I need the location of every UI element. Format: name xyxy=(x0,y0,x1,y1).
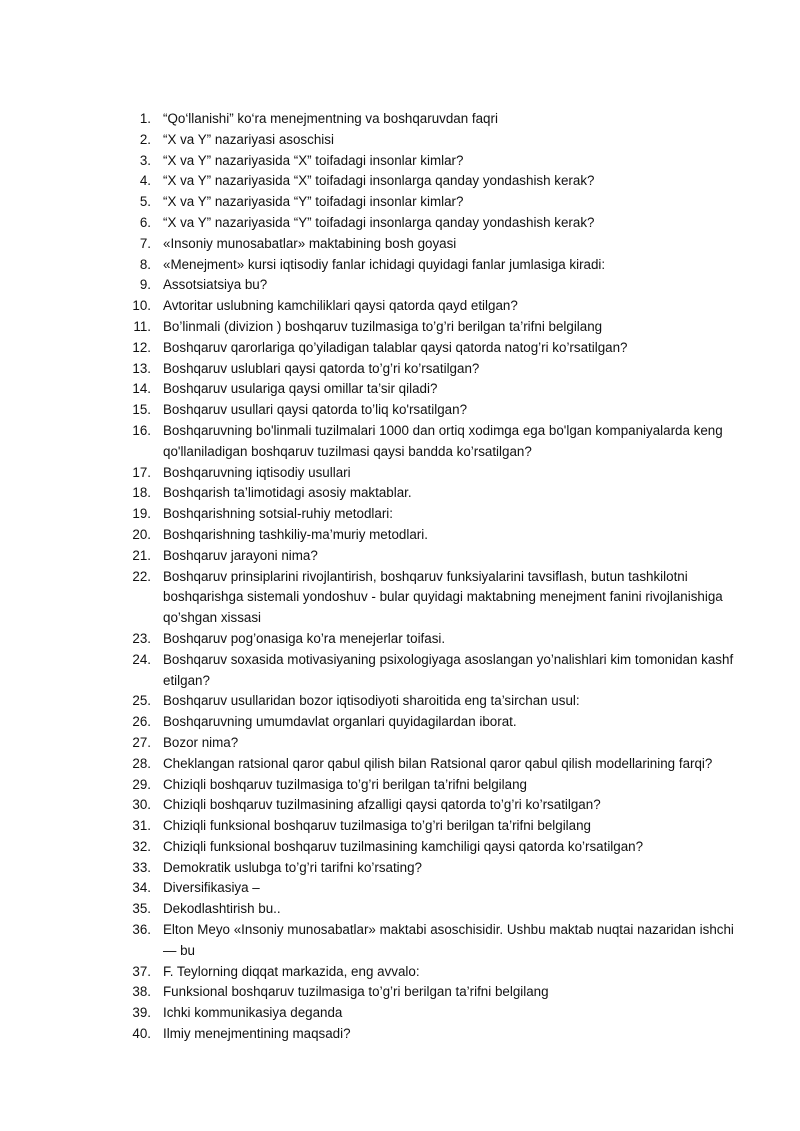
question-number: 7. xyxy=(139,235,151,251)
question-item xyxy=(0,962,800,983)
question-number: 18. xyxy=(132,485,151,501)
question-item xyxy=(0,650,800,692)
question-item xyxy=(0,546,800,567)
question-number: 6. xyxy=(139,214,151,230)
question-item xyxy=(0,754,800,775)
question-item xyxy=(0,213,800,234)
question-text: «Insoniy munosabatlar» maktabining bosh goyasi xyxy=(163,235,457,251)
question-item xyxy=(0,878,800,899)
question-item xyxy=(0,733,800,754)
question-item xyxy=(0,920,800,962)
question-text: “X va Y” nazariyasi asoschisi xyxy=(163,131,334,147)
question-item xyxy=(0,275,800,296)
question-number: 38. xyxy=(132,984,151,1000)
question-number: 10. xyxy=(132,298,151,314)
question-item xyxy=(0,775,800,796)
question-item xyxy=(0,691,800,712)
question-text: “Qo‘llanishi” ko‘ra menejmentning va boshqaruvdan faqri xyxy=(163,111,498,126)
question-text: Boshqaruv jarayoni nima? xyxy=(163,547,318,563)
question-text: Boshqaruv soxasida motivasiyaning psixologiyaga asoslangan yo’nalishlari kim tomonidan kashf etilgan? xyxy=(163,651,734,688)
question-item xyxy=(0,130,800,151)
question-item xyxy=(0,712,800,733)
question-number: 33. xyxy=(132,859,151,875)
question-number: 22. xyxy=(132,568,151,584)
question-text: Boshqaruvning bo'linmali tuzilmalari 1000 dan ortiq xodimga ega bo'lgan kompaniyalarda keng qo'llaniladigan boshqaruv tuzilmasi qaysi bandda ko’rsatilgan? xyxy=(163,422,723,459)
question-text: Boshqaruv pog’onasiga ko’ra menejerlar toifasi. xyxy=(163,630,446,646)
question-number: 40. xyxy=(132,1026,151,1042)
question-number: 26. xyxy=(132,714,151,730)
question-item xyxy=(0,338,800,359)
question-item xyxy=(0,795,800,816)
question-item xyxy=(0,234,800,255)
question-text: “X va Y” nazariyasida “X” toifadagi insonlar kimlar? xyxy=(163,152,464,168)
question-text: Elton Meyo «Insoniy munosabatlar» maktabi asoschisidir. Ushbu maktab nuqtai nazaridan ishchi — bu xyxy=(163,922,734,958)
question-item xyxy=(0,151,800,172)
question-item xyxy=(0,816,800,837)
question-number: 9. xyxy=(139,277,151,293)
question-text: Boshqarish ta’limotidagi asosiy maktablar. xyxy=(163,485,412,501)
question-number: 25. xyxy=(132,693,151,709)
question-text: Chiziqli boshqaruv tuzilmasiga to’g’ri berilgan ta’rifni belgilang xyxy=(163,776,527,792)
question-text: Funksional boshqaruv tuzilmasiga to’g’ri berilgan ta’rifni belgilang xyxy=(163,984,549,1000)
question-number: 17. xyxy=(132,464,151,480)
question-item xyxy=(0,192,800,213)
question-number: 35. xyxy=(132,901,151,917)
question-text: Diversifikasiya – xyxy=(163,880,260,896)
question-number: 11. xyxy=(133,318,151,334)
question-text: Boshqaruv usullaridan bozor iqtisodiyoti sharoitida eng ta’sirchan usul: xyxy=(163,693,580,709)
question-item xyxy=(0,400,800,421)
question-text: Chiziqli funksional boshqaruv tuzilmasiga to’g’ri berilgan ta’rifni belgilang xyxy=(163,818,591,834)
question-number: 39. xyxy=(132,1005,151,1021)
question-number: 31. xyxy=(132,818,151,834)
question-item xyxy=(0,421,800,463)
question-text: Ilmiy menejmentining maqsadi? xyxy=(163,1026,351,1042)
question-text: Boshqaruv prinsiplarini rivojlantirish, boshqaruv funksiyalarini tavsiflash, butun tashkilotni boshqarishga sistemali yondoshuv - bular quyidagi maktabning menejment fanini rivojlanishiga qo’shgan xissasi xyxy=(163,568,723,626)
question-item xyxy=(0,359,800,380)
question-text: Boshqaruvning umumdavlat organlari quyidagilardan iborat. xyxy=(163,714,517,730)
question-number: 29. xyxy=(132,776,151,792)
question-text: Cheklangan ratsional qaror qabul qilish bilan Ratsional qaror qabul qilish modellarining farqi? xyxy=(163,755,713,771)
question-text: Boshqaruv usulariga qaysi omillar ta’sir qiladi? xyxy=(163,381,438,397)
question-number: 4. xyxy=(139,173,151,189)
question-item xyxy=(0,899,800,920)
question-item xyxy=(0,109,800,130)
question-item xyxy=(0,1003,800,1024)
question-number: 5. xyxy=(139,194,151,210)
question-item xyxy=(0,982,800,1003)
question-number: 23. xyxy=(132,630,151,646)
question-number: 13. xyxy=(132,360,151,376)
question-list xyxy=(0,109,800,1045)
question-text: Boshqaruv qarorlariga qo’yiladigan talablar qaysi qatorda natog’ri ko’rsatilgan? xyxy=(163,339,628,355)
question-text: Demokratik uslubga to’g’ri tarifni ko’rsating? xyxy=(163,859,422,875)
question-item xyxy=(0,317,800,338)
question-item xyxy=(0,837,800,858)
question-number: 37. xyxy=(132,963,151,979)
question-number: 12. xyxy=(132,339,151,355)
question-number: 32. xyxy=(132,838,151,854)
question-number: 20. xyxy=(132,526,151,542)
question-item xyxy=(0,483,800,504)
question-item xyxy=(0,1024,800,1045)
question-number: 28. xyxy=(132,755,151,771)
question-item xyxy=(0,504,800,525)
question-number: 3. xyxy=(139,152,151,168)
question-text: Avtoritar uslubning kamchiliklari qaysi qatorda qayd etilgan? xyxy=(163,298,518,314)
question-text: “X va Y” nazariyasida “Y” toifadagi insonlar kimlar? xyxy=(163,194,464,210)
question-text: “X va Y” nazariyasida “X” toifadagi insonlarga qanday yondashish kerak? xyxy=(163,173,595,189)
question-number: 8. xyxy=(139,256,151,272)
question-item xyxy=(0,567,800,629)
question-item xyxy=(0,858,800,879)
question-text: Bozor nima? xyxy=(163,734,239,750)
question-item xyxy=(0,296,800,317)
question-number: 24. xyxy=(132,651,151,667)
question-text: Assotsiatsiya bu? xyxy=(163,277,268,293)
question-text: Boshqarishning tashkiliy-ma’muriy metodlari. xyxy=(163,526,428,542)
question-text: F. Teylorning diqqat markazida, eng avvalo: xyxy=(163,963,420,979)
question-text: «Menejment» kursi iqtisodiy fanlar ichidagi quyidagi fanlar jumlasiga kiradi: xyxy=(163,256,606,272)
question-text: Chiziqli boshqaruv tuzilmasining afzalligi qaysi qatorda to’g’ri ko’rsatilgan? xyxy=(163,797,601,813)
question-number: 34. xyxy=(132,880,151,896)
question-text: Bo’linmali (divizion ) boshqaruv tuzilmasiga to’g’ri berilgan ta’rifni belgilang xyxy=(163,318,603,334)
question-number: 15. xyxy=(132,402,151,418)
question-text: Dekodlashtirish bu.. xyxy=(163,901,281,917)
question-item xyxy=(0,379,800,400)
question-number: 27. xyxy=(132,734,151,750)
question-text: Boshqaruv usullari qaysi qatorda to’liq ko'rsatilgan? xyxy=(163,402,468,418)
question-item xyxy=(0,629,800,650)
question-text: Boshqaruvning iqtisodiy usullari xyxy=(163,464,351,480)
question-number: 19. xyxy=(132,506,151,522)
question-number: 2. xyxy=(139,131,151,147)
question-number: 36. xyxy=(132,922,151,938)
question-text: Chiziqli funksional boshqaruv tuzilmasining kamchiligi qaysi qatorda ko’rsatilgan? xyxy=(163,838,644,854)
question-number: 21. xyxy=(132,547,151,563)
question-item xyxy=(0,525,800,546)
question-item xyxy=(0,255,800,276)
question-item xyxy=(0,171,800,192)
question-text: Ichki kommunikasiya deganda xyxy=(163,1005,343,1021)
question-number: 16. xyxy=(132,422,151,438)
question-number: 14. xyxy=(132,381,151,397)
question-text: Boshqarishning sotsial-ruhiy metodlari: xyxy=(163,506,393,522)
question-number: 30. xyxy=(132,797,151,813)
question-text: “X va Y” nazariyasida “Y” toifadagi insonlarga qanday yondashish kerak? xyxy=(163,214,595,230)
question-number: 1. xyxy=(139,111,151,126)
question-text: Boshqaruv uslublari qaysi qatorda to’g’ri ko’rsatilgan? xyxy=(163,360,480,376)
question-item xyxy=(0,463,800,484)
